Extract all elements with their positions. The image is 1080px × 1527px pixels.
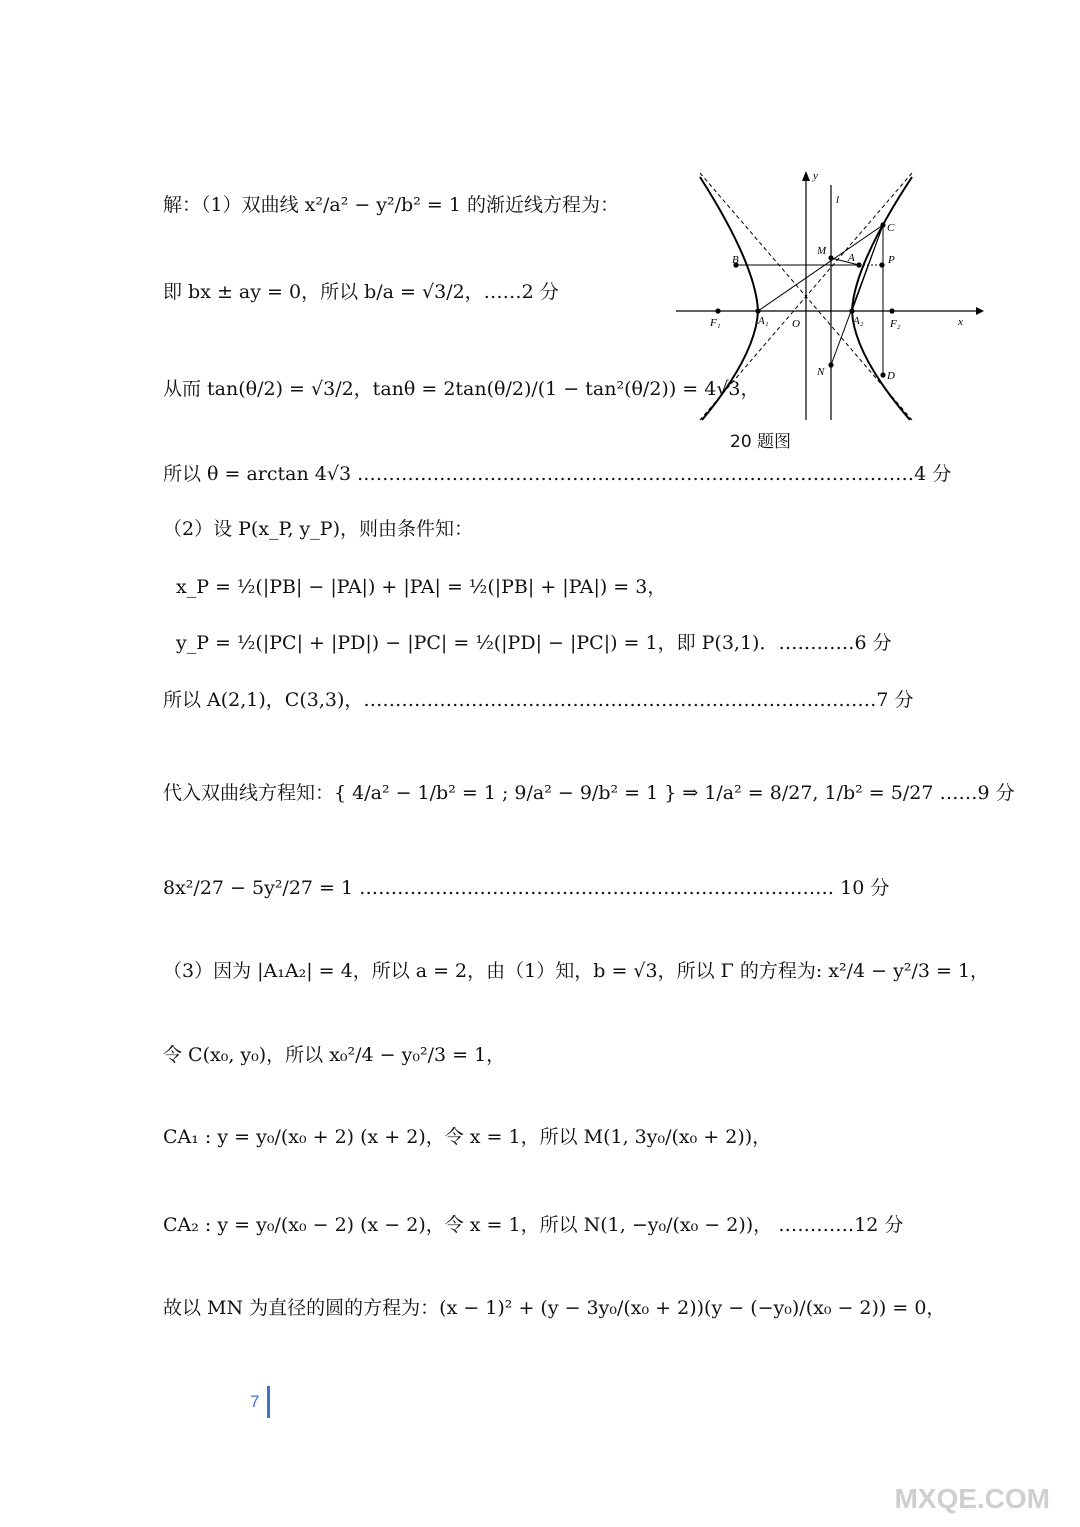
- point-f1: [715, 308, 720, 313]
- solution-line-2: 即 bx ± ay = 0，所以 b/a = √3/2，……2 分: [163, 281, 559, 303]
- solution-line-6: x_P = ½(|PB| − |PA|) + |PA| = ½(|PB| + |PA|) = 3，: [176, 576, 667, 598]
- label-f2: F₂: [890, 318, 901, 330]
- solution-line-5: （2）设 P(x_P, y_P)，则由条件知：: [163, 518, 473, 540]
- label-m: M: [817, 245, 827, 257]
- label-n: N: [817, 366, 825, 378]
- label-l: l: [836, 194, 840, 206]
- solution-line-3: 从而 tan(θ/2) = √3/2，tanθ = 2tan(θ/2)/(1 − tan²(θ/2)) = 4√3，: [163, 378, 760, 400]
- y-axis-arrow: [802, 171, 810, 181]
- watermark: MXQE.COM: [894, 1483, 1050, 1514]
- point-d: [880, 372, 885, 377]
- solution-line-9: 代入双曲线方程知：{ 4/a² − 1/b² = 1 ; 9/a² − 9/b² = 1 } ⇒ 1/a² = 8/27, 1/b² = 5/27 ……9 分: [163, 782, 1015, 804]
- label-y: y: [813, 170, 818, 182]
- point-m: [828, 255, 833, 260]
- figure-caption: 20 题图: [730, 432, 792, 452]
- segment-c-a1: [758, 225, 883, 311]
- solution-line-1: 解：（1）双曲线 x²/a² − y²/b² = 1 的渐近线方程为：: [163, 194, 619, 216]
- x-axis-arrow: [976, 307, 984, 315]
- point-a: [856, 262, 861, 267]
- label-p: P: [888, 254, 895, 266]
- solution-line-12: 令 C(x₀, y₀)，所以 x₀²/4 − y₀²/3 = 1，: [163, 1044, 506, 1066]
- label-o: O: [792, 318, 800, 330]
- solution-line-11: （3）因为 |A₁A₂| = 4，所以 a = 2，由（1）知，b = √3，所以 Γ 的方程为: x²/4 − y²/3 = 1，: [163, 960, 990, 982]
- segment-c-n: [831, 225, 883, 365]
- hyperbola-right-branch: [852, 177, 912, 420]
- label-a: A: [848, 252, 855, 264]
- page-number-bar: [267, 1386, 270, 1418]
- hyperbola-left-branch: [700, 177, 758, 420]
- solution-line-4: 所以 θ = arctan 4√3 .……………………………………………………………………………4 分: [163, 463, 952, 485]
- solution-line-7: y_P = ½(|PC| + |PD|) − |PC| = ½(|PD| − |PC|) = 1，即 P(3,1)．…………6 分: [176, 632, 892, 654]
- point-p: [879, 262, 884, 267]
- label-b: B: [732, 254, 739, 266]
- hyperbola-figure: [676, 165, 996, 425]
- label-x: x: [958, 316, 963, 328]
- solution-line-14: CA₂ : y = y₀/(x₀ − 2) (x − 2)，令 x = 1，所以 N(1, −y₀/(x₀ − 2))， …………12 分: [163, 1214, 904, 1236]
- point-n: [828, 362, 833, 367]
- solution-line-10: 8x²/27 − 5y²/27 = 1 ………………………………………………………………… 10 分: [163, 877, 890, 899]
- point-c: [880, 222, 885, 227]
- label-a1: A₁: [758, 315, 769, 327]
- label-a2: A₂: [853, 315, 864, 327]
- point-a2: [849, 308, 854, 313]
- label-c: C: [887, 222, 895, 234]
- solution-line-8: 所以 A(2,1)，C(3,3)，………………………………………………………………………7 分: [163, 689, 914, 711]
- label-f1: F₁: [710, 317, 721, 329]
- segment-m-a: [831, 258, 859, 265]
- point-a1: [755, 308, 760, 313]
- solution-line-13: CA₁ : y = y₀/(x₀ + 2) (x + 2)，令 x = 1，所以 M(1, 3y₀/(x₀ + 2))，: [163, 1126, 772, 1148]
- solution-line-15: 故以 MN 为直径的圆的方程为：(x − 1)² + (y − 3y₀/(x₀ + 2))(y − (−y₀)/(x₀ − 2)) = 0，: [163, 1297, 946, 1319]
- point-f2: [889, 308, 894, 313]
- label-d: D: [887, 370, 895, 382]
- page-number: 7: [250, 1392, 260, 1411]
